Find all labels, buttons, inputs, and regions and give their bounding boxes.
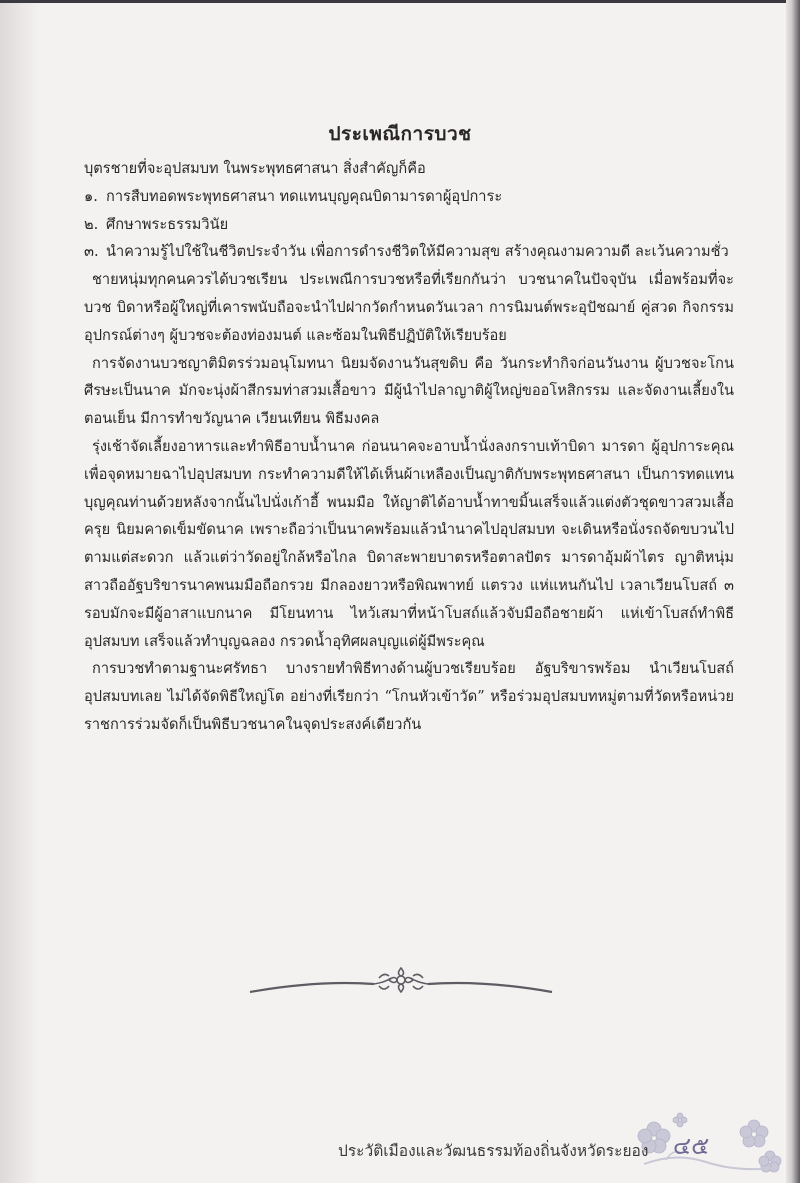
importance-list xyxy=(84,183,734,266)
list-item xyxy=(84,211,734,239)
list-text: นำความรู้ไปใช้ในชีวิตประจำวัน เพื่อการดำรงชีวิตให้มีความสุข สร้างคุณงามความดี ละเว้นความชั่ว xyxy=(106,243,729,261)
paragraph: การจัดงานบวชญาติมิตรร่วมอนุโมทนา นิยมจัดงานวันสุขดิบ คือ วันกระทำกิจก่อนวันงาน ผู้บวชจะโกนศีรษะเป็นนาค มักจะนุ่งผ้าสีกรมท่าสวมเสื้อขาว มีผู้นำไปลาญาติผู้ใหญ่ขออโหสิกรรม และจัดงานเลี้ยงในตอนเย็น มีการทำขวัญนาค เวียนเทียน พิธีมงคล xyxy=(84,354,734,428)
list-text: ศึกษาพระธรรมวินัย xyxy=(106,215,229,233)
paragraph: รุ่งเช้าจัดเลี้ยงอาหารและทำพิธีอาบน้ำนาค ก่อนนาคจะอาบน้ำนั่งลงกราบเท้าบิดา มารดา ผู้อุปการะคุณเพื่อจุดหมายฉาไปอุปสมบท กระทำความดีให้ได้เห็นผ้าเหลืองเป็นญาติกับพระพุทธศาสนา เป็นการทดแทนบุญคุณท่านด้วยหลังจากนั้นไปนั่งเก้าอี้ พนมมือ ให้ญาติได้อาบน้ำทาขมิ้นเสร็จแล้วแต่งตัวชุดขาวสวมเสื้อครุย นิยมคาดเข็มขัดนาค เพราะถือว่าเป็นนาคพร้อมแล้วนำนาคไปอุปสมบท จะเดินหรือนั่งรถจัดขบวนไปตามแต่สะดวก แล้วแต่ว่าวัดอยู่ใกล้หรือไกล บิดาสะพายบาตรหรือตาลปัตร มารดาอุ้มผ้าไตร ญาติหนุ่มสาวถืออัฐบริขารนาคพนมมือถือกรวย มีกลองยาวหรือพิณพาทย์ แตรวง แห่แหนกันไป เวลาเวียนโบสถ์ ๓ รอบมักจะมีผู้อาสาแบกนาค มีโยนทาน ไหว้เสมาที่หน้าโบสถ์แล้วจับมือถือชายผ้า แห่เข้าโบสถ์ทำพิธีอุปสมบท เสร็จแล้วทำบุญฉลอง กรวดน้ำอุทิศผลบุญแด่ผู้มีพระคุณ xyxy=(84,437,734,650)
body-text xyxy=(84,155,734,739)
top-edge xyxy=(0,0,800,3)
list-item xyxy=(84,238,734,266)
ornament-divider-icon xyxy=(248,966,554,998)
list-text: การสืบทอดพระพุทธศาสนา ทดแทนบุญคุณบิดามารดาผู้อุปการะ xyxy=(106,187,503,205)
intro-paragraph: บุตรชายที่จะอุปสมบท ในพระพุทธศาสนา สิ่งสำคัญก็คือ xyxy=(84,160,426,177)
page-title: ประเพณีการบวช xyxy=(328,122,472,145)
page-number: ๔๕ xyxy=(673,1132,710,1160)
page-edge xyxy=(786,0,800,1183)
paragraph: ชายหนุ่มทุกคนควรได้บวชเรียน ประเพณีการบวชหรือที่เรียกกันว่า บวชนาคในปัจจุบัน เมื่อพร้อมที่จะบวช บิดาหรือผู้ใหญ่ที่เคารพนับถือจะนำไปฝากวัดกำหนดวันเวลา การนิมนต์พระอุปัชฌาย์ คู่สวด กิจกรรม อุปกรณ์ต่างๆ ผู้บวชจะต้องท่องมนต์ และซ้อมในพิธีปฏิบัติให้เรียบร้อย xyxy=(84,271,734,344)
list-number: ๒. xyxy=(84,215,99,233)
binding-shadow xyxy=(0,0,40,1183)
book-title-footer: ประวัติเมืองและวัฒนธรรมท้องถิ่นจังหวัดระยอง xyxy=(338,1142,649,1160)
list-number: ๑. xyxy=(84,187,98,205)
flower-decoration-icon xyxy=(636,1112,786,1182)
list-number: ๓. xyxy=(84,243,99,261)
paragraph: การบวชทำตามฐานะศรัทธา บางรายทำพิธีทางด้านผู้บวชเรียบร้อย อัฐบริขารพร้อม นำเวียนโบสถ์อุปสมบทเลย ไม่ได้จัดพิธีใหญ่โต อย่างที่เรียกว่า “โกนหัวเข้าวัด” หรือร่วมอุปสมบทหมู่ตามที่วัดหรือหน่วยราชการร่วมจัดก็เป็นพิธีบวชนาคในจุดประสงค์เดียวกัน xyxy=(84,660,734,733)
list-item xyxy=(84,183,734,211)
